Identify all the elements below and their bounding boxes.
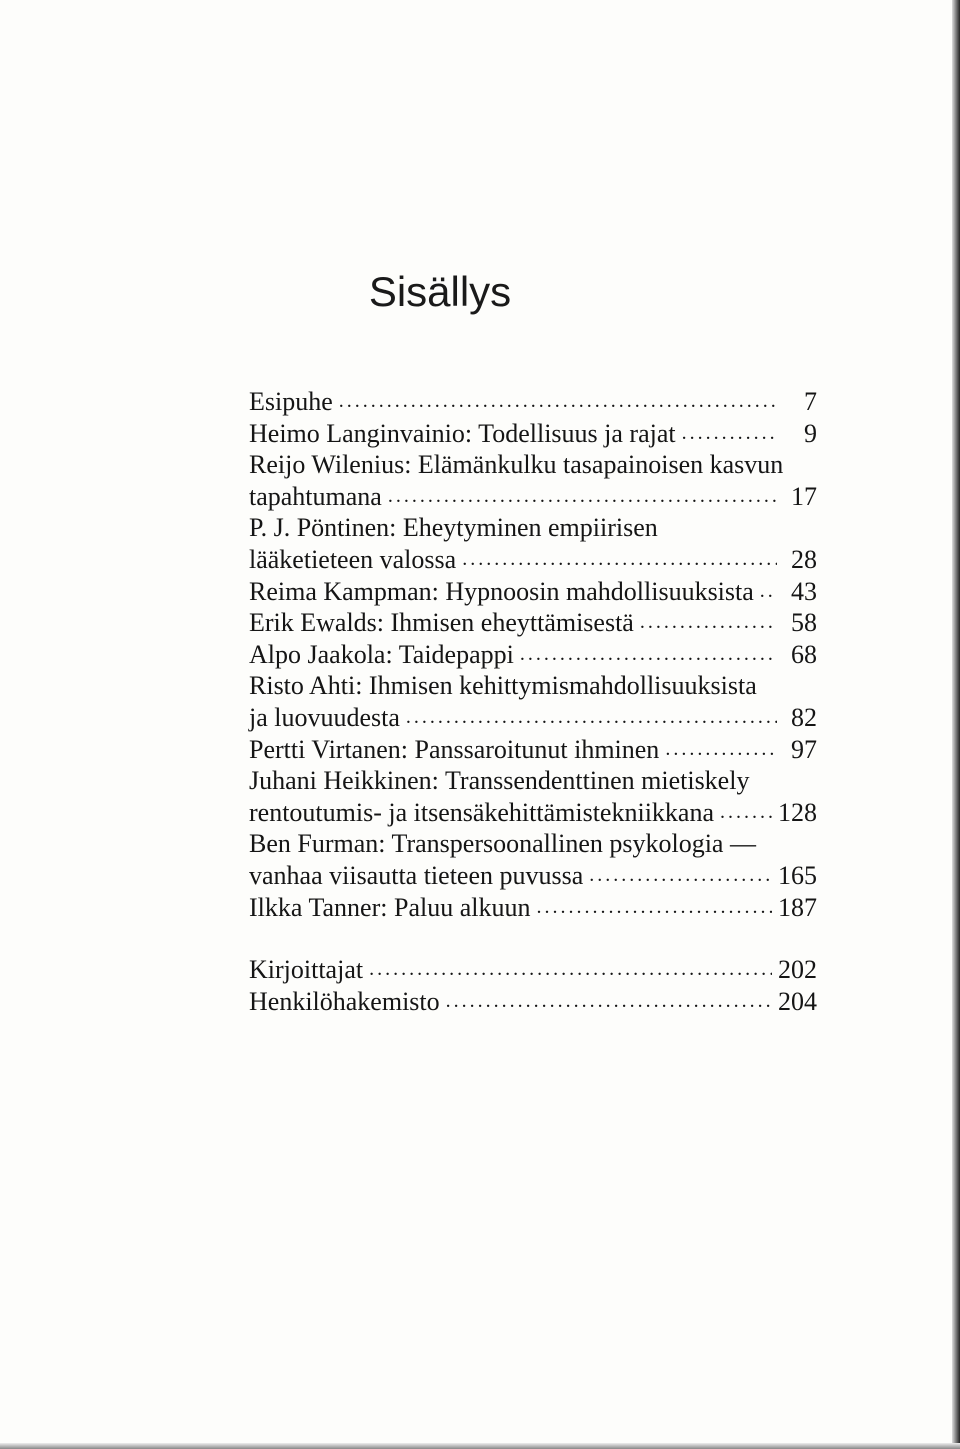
- toc-entry-title: Heimo Langinvainio: Todellisuus ja rajat: [249, 418, 676, 448]
- scan-edge: [952, 0, 960, 1449]
- toc-entry-title: lääketieteen valossa: [249, 544, 457, 574]
- toc-entry-title: Esipuhe: [249, 387, 333, 416]
- toc-entry-title: Reima Kampman: Hypnoosin mahdollisuuksista: [249, 576, 754, 606]
- toc-line: [249, 797, 817, 829]
- toc-entry: [249, 954, 817, 986]
- scan-edge-bottom: [0, 1443, 960, 1449]
- toc-entry-title: Reijo Wilenius: Elämänkulku tasapainoisen kasvun: [249, 450, 784, 480]
- toc-entry-title: Ilkka Tanner: Paluu alkuun: [249, 892, 531, 922]
- toc-page-number: 97: [791, 734, 817, 764]
- toc-entry-title: Juhani Heikkinen: Transsendenttinen mietiskely: [249, 766, 750, 796]
- toc-page-number: 43: [791, 576, 817, 606]
- toc-entry-title: Alpo Jaakola: Taidepappi: [249, 639, 514, 669]
- toc-entry-title: Henkilöhakemisto: [249, 986, 440, 1016]
- toc-entry: [249, 765, 817, 828]
- toc-page-number: 7: [804, 387, 817, 416]
- toc-entry-title: tapahtumana: [249, 481, 382, 511]
- toc-entry-title: Kirjoittajat: [249, 955, 364, 985]
- toc-page-number: 204: [778, 986, 817, 1016]
- toc-line: [249, 734, 817, 766]
- toc-line: [249, 512, 817, 544]
- toc-entry-title: Risto Ahti: Ihmisen kehittymismahdollisuuksista: [249, 671, 757, 701]
- toc-entry-title: rentoutumis- ja itsensäkehittämistekniikkana: [249, 797, 715, 827]
- toc-line: [249, 607, 817, 639]
- toc-line: [249, 986, 817, 1018]
- dot-leader: [369, 954, 772, 986]
- toc-page-number: 68: [791, 639, 817, 669]
- dot-leader: [446, 986, 772, 1018]
- toc-entry-title: Ben Furman: Transpersoonallinen psykologia —: [249, 829, 756, 859]
- toc-entry: [249, 607, 817, 639]
- toc-entry: [249, 418, 817, 450]
- toc-entry: [249, 828, 817, 891]
- toc-page-number: 82: [791, 702, 817, 732]
- dot-leader: [520, 639, 777, 671]
- toc-line: [249, 765, 817, 797]
- dot-leader: [388, 481, 777, 513]
- toc-line: [249, 639, 817, 671]
- toc-line: [249, 954, 817, 986]
- toc-page-number: 9: [804, 418, 817, 448]
- dot-leader: [665, 734, 777, 766]
- table-of-contents: [249, 386, 817, 1017]
- dot-leader: [640, 607, 777, 639]
- page-title: Sisällys: [368, 268, 512, 315]
- toc-page-number: 17: [791, 481, 817, 511]
- toc-line: [249, 449, 817, 481]
- toc-line: [249, 670, 817, 702]
- dot-leader: [720, 797, 772, 829]
- toc-line: [249, 386, 817, 418]
- toc-page-number: 202: [778, 955, 817, 985]
- toc-entry-title: P. J. Pöntinen: Eheytyminen empiirisen: [249, 513, 658, 543]
- toc-entry: [249, 386, 817, 418]
- toc-page-number: 128: [778, 797, 817, 827]
- toc-entry-title: Pertti Virtanen: Panssaroitunut ihminen: [249, 734, 660, 764]
- toc-line: [249, 828, 817, 860]
- toc-entry: [249, 576, 817, 608]
- dot-leader: [462, 544, 777, 576]
- toc-page-number: 165: [778, 860, 817, 890]
- toc-entry: [249, 639, 817, 671]
- toc-entry-title: vanhaa viisautta tieteen puvussa: [249, 860, 584, 890]
- toc-line: [249, 418, 817, 450]
- dot-leader: [339, 386, 777, 418]
- dot-leader: [760, 576, 777, 608]
- toc-entry-title: ja luovuudesta: [249, 702, 400, 732]
- toc-entry: [249, 670, 817, 733]
- dot-leader: [682, 418, 777, 450]
- toc-line: [249, 892, 817, 924]
- section-gap: [249, 923, 817, 954]
- toc-line: [249, 702, 817, 734]
- toc-line: [249, 544, 817, 576]
- toc-line: [249, 860, 817, 892]
- toc-line: [249, 576, 817, 608]
- toc-entry: [249, 512, 817, 575]
- toc-page-number: 58: [791, 608, 817, 638]
- toc-page-number: 187: [778, 892, 817, 922]
- toc-entry-title: Erik Ewalds: Ihmisen eheyttämisestä: [249, 608, 634, 638]
- toc-entry: [249, 986, 817, 1018]
- dot-leader: [536, 892, 772, 924]
- toc-entry: [249, 734, 817, 766]
- toc-line: [249, 481, 817, 513]
- toc-entry: [249, 892, 817, 924]
- dot-leader: [406, 702, 777, 734]
- toc-page-number: 28: [791, 544, 817, 574]
- dot-leader: [589, 860, 772, 892]
- toc-entry: [249, 449, 817, 512]
